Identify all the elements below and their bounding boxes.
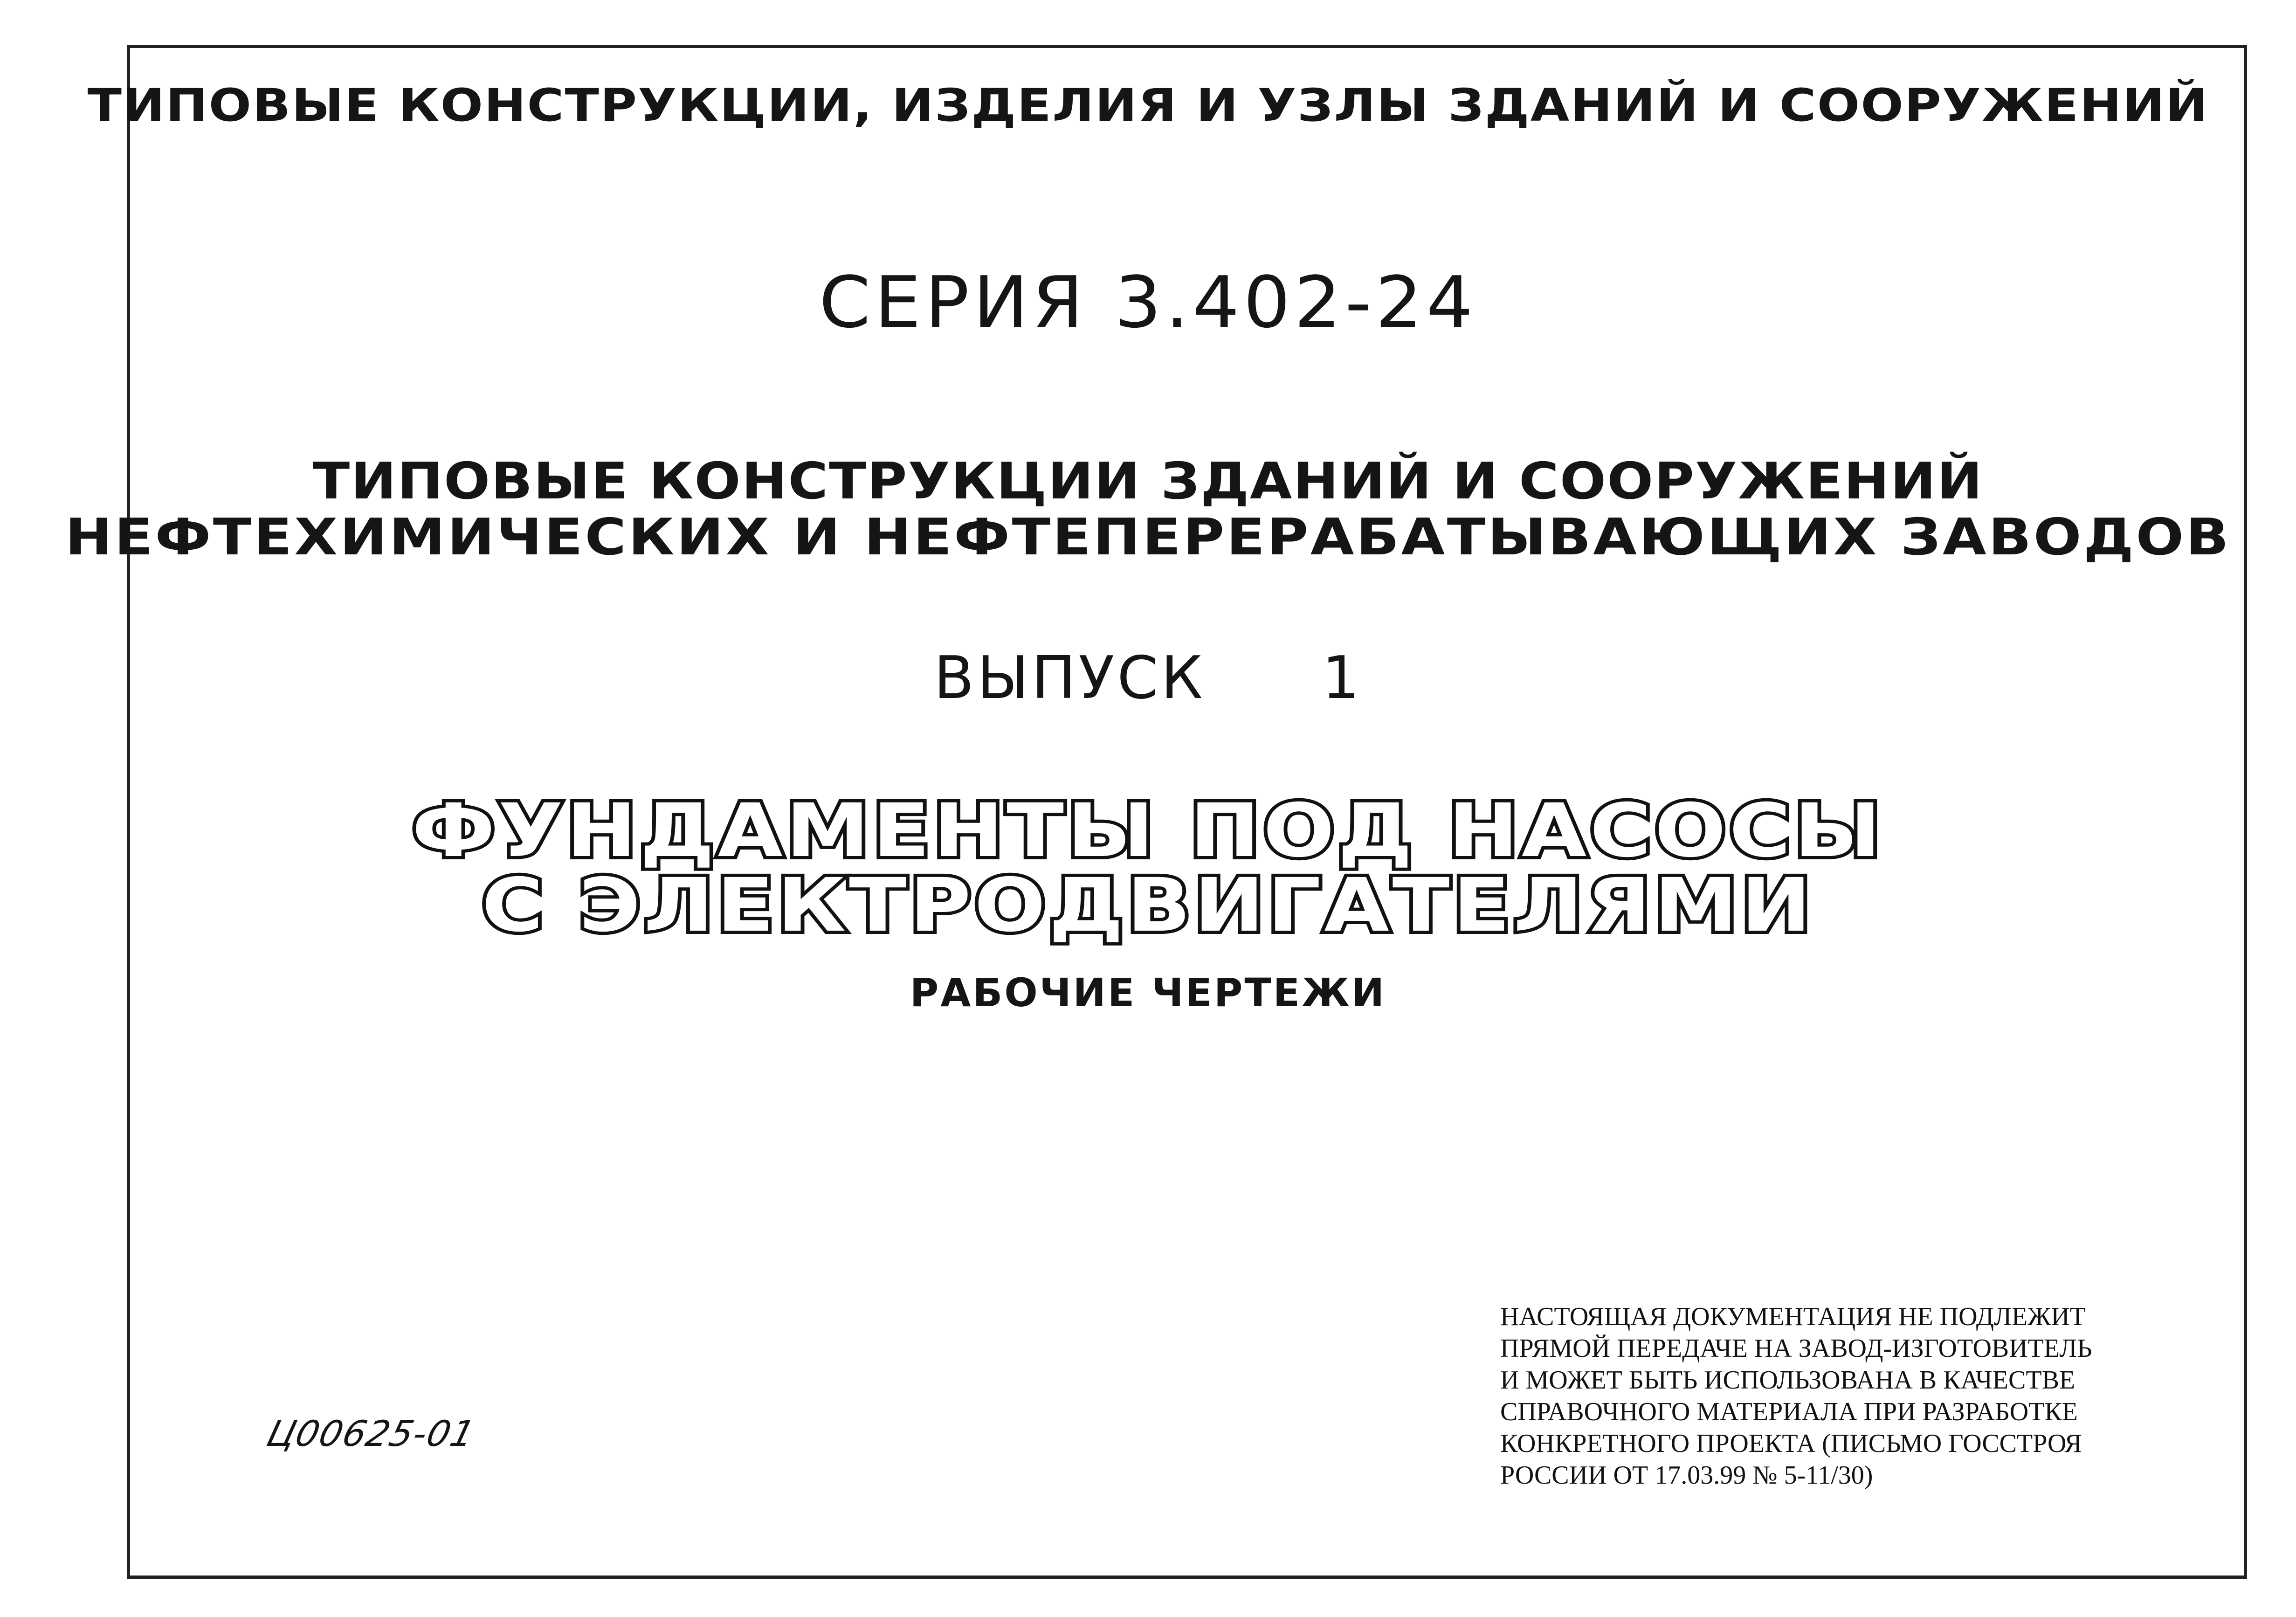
- issue-label: ВЫПУСК: [934, 643, 1206, 712]
- notice-line: НАСТОЯЩАЯ ДОКУМЕНТАЦИЯ НЕ ПОДЛЕЖИТ: [1500, 1302, 2086, 1331]
- document-title-line-1: ФУНДАМЕНТЫ ПОД НАСОСЫ: [412, 788, 1884, 874]
- issue-heading: [0, 643, 2296, 712]
- archive-number: Ц00625-01: [262, 1413, 480, 1454]
- notice-line: ПРЯМОЙ ПЕРЕДАЧЕ НА ЗАВОД-ИЗГОТОВИТЕЛЬ: [1500, 1334, 2092, 1363]
- issue-number: 1: [1322, 643, 1362, 712]
- notice-line: СПРАВОЧНОГО МАТЕРИАЛА ПРИ РАЗРАБОТКЕ: [1500, 1397, 2078, 1426]
- notice-line: РОССИИ ОТ 17.03.99 № 5-11/30): [1500, 1461, 1873, 1490]
- distribution-notice: [1500, 1301, 2209, 1491]
- series-heading: ТИПОВЫЕ КОНСТРУКЦИИ, ИЗДЕЛИЯ И УЗЛЫ ЗДАНИЙ И СООРУЖЕНИЙ: [87, 79, 2209, 131]
- drawings-label: РАБОЧИЕ ЧЕРТЕЖИ: [910, 970, 1386, 1016]
- notice-line: КОНКРЕТНОГО ПРОЕКТА (ПИСЬМО ГОССТРОЯ: [1500, 1429, 2082, 1458]
- notice-line: И МОЖЕТ БЫТЬ ИСПОЛЬЗОВАНА В КАЧЕСТВЕ: [1500, 1366, 2075, 1395]
- document-title-line-2: С ЭЛЕКТРОДВИГАТЕЛЯМИ: [482, 863, 1814, 948]
- subject-line-1: ТИПОВЫЕ КОНСТРУКЦИИ ЗДАНИЙ И СООРУЖЕНИЙ: [312, 452, 1984, 511]
- subject-line-2: НЕФТЕХИМИЧЕСКИХ И НЕФТЕПЕРЕРАБАТЫВАЮЩИХ ЗАВОДОВ: [65, 508, 2231, 567]
- series-number: СЕРИЯ 3.402-24: [819, 261, 1477, 344]
